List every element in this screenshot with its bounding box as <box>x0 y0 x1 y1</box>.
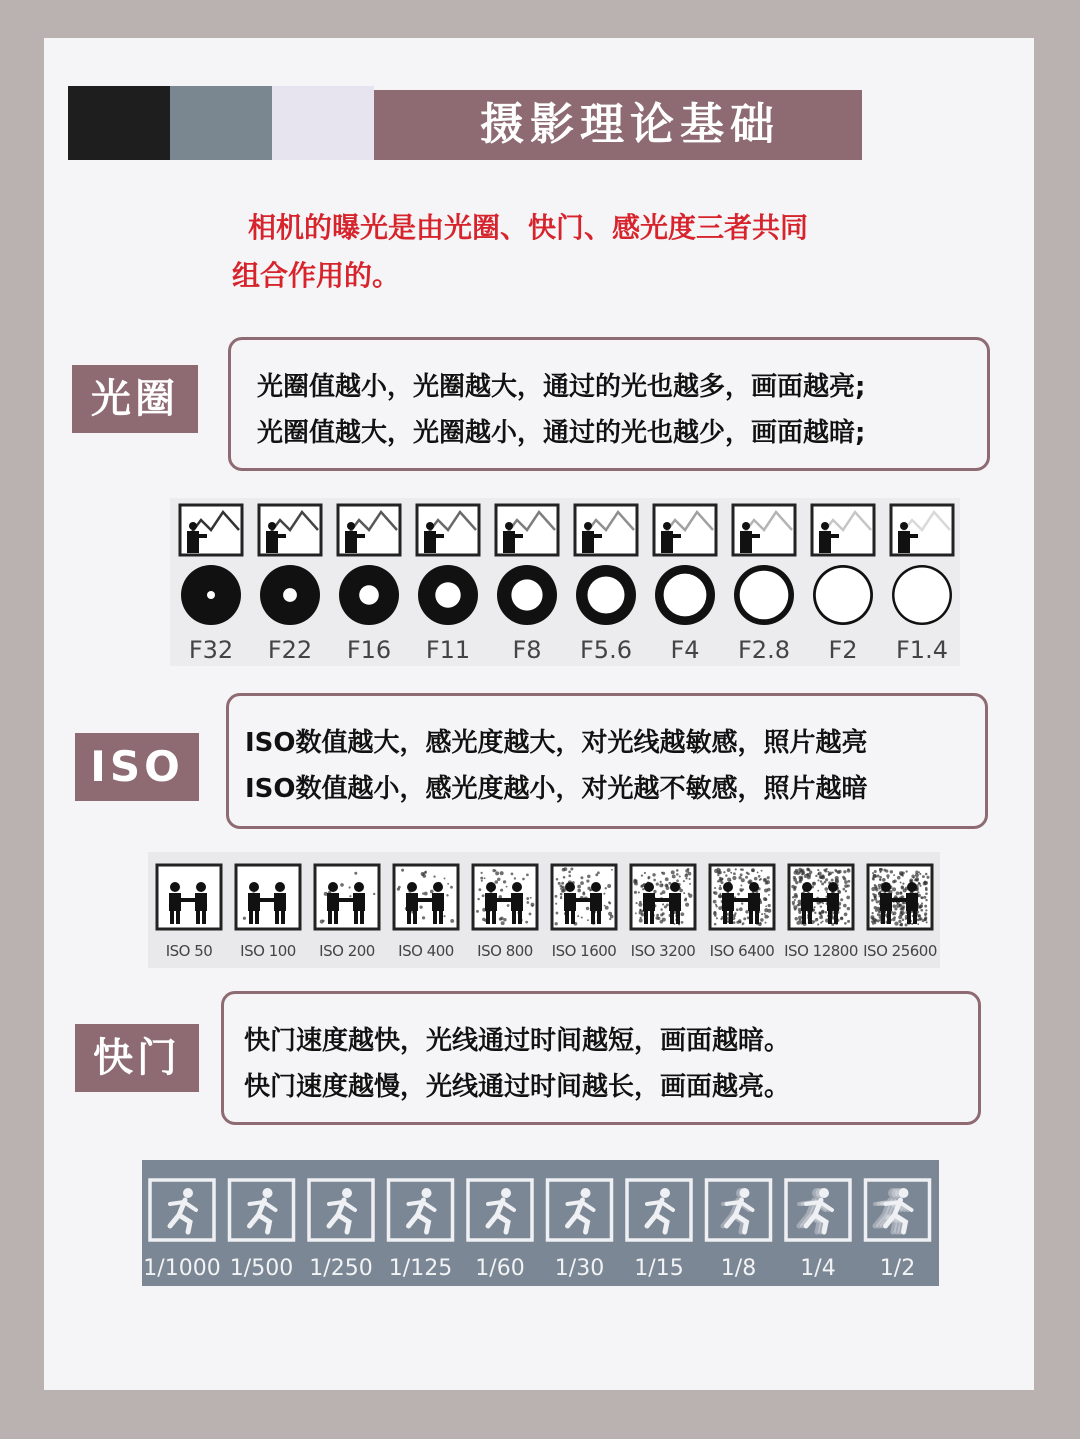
shutter-label: 1/2 <box>879 1256 916 1281</box>
iso-line-1: ISO数值越大，感光度越大，对光线越敏感，照片越亮 <box>245 728 868 758</box>
aperture-label: F2 <box>828 636 858 664</box>
aperture-stop-5 <box>575 505 637 664</box>
iso-label: ISO 25600 <box>863 942 937 960</box>
aperture-line-1: 光圈值越小，光圈越大，通过的光也越多，画面越亮; <box>257 372 866 402</box>
aperture-stop-0 <box>180 505 242 664</box>
iso-sample-6 <box>631 865 696 960</box>
iso-sample-9 <box>863 865 937 960</box>
shutter-strip <box>142 1160 939 1286</box>
iso-sample-7 <box>710 865 775 960</box>
iso-label: ISO 800 <box>477 942 533 960</box>
aperture-label: F5.6 <box>580 636 632 664</box>
aperture-stop-1 <box>259 505 321 664</box>
iso-description <box>226 693 988 829</box>
swatch-black <box>68 86 170 160</box>
iso-sample-8 <box>784 865 858 960</box>
iso-sample-5 <box>552 865 617 960</box>
aperture-label: F8 <box>512 636 542 664</box>
aperture-strip <box>170 498 960 666</box>
iso-line-2: ISO数值越小，感光度越小，对光越不敏感，照片越暗 <box>245 774 868 804</box>
aperture-label: F11 <box>425 636 471 664</box>
swatch-lavender <box>272 86 374 160</box>
shutter-label: 1/4 <box>800 1256 836 1281</box>
aperture-line-2: 光圈值越大，光圈越小，通过的光也越少，画面越暗; <box>257 418 866 448</box>
iso-sample-2 <box>315 865 379 960</box>
intro-text <box>232 204 892 300</box>
shutter-tag: 快门 <box>75 1024 199 1092</box>
aperture-label: F4 <box>670 636 700 664</box>
shutter-label: 1/250 <box>309 1256 373 1281</box>
iso-tag: ISO <box>75 733 199 801</box>
iso-sample-4 <box>473 865 537 960</box>
aperture-label: F16 <box>346 636 392 664</box>
iso-label: ISO 6400 <box>709 942 775 960</box>
aperture-description <box>228 337 990 471</box>
iso-sample-3 <box>394 865 458 960</box>
shutter-line-2: 快门速度越慢，光线通过时间越长，画面越亮。 <box>244 1072 791 1102</box>
iso-label: ISO 12800 <box>784 942 858 960</box>
shutter-description <box>221 991 981 1125</box>
intro-line-1: 相机的曝光是由光圈、快门、感光度三者共同 <box>248 211 809 244</box>
aperture-tag: 光圈 <box>72 365 198 433</box>
shutter-label: 1/125 <box>388 1256 453 1281</box>
aperture-label: F22 <box>267 636 313 664</box>
iso-label: ISO 100 <box>240 942 296 960</box>
aperture-label: F32 <box>188 636 234 664</box>
shutter-line-1: 快门速度越快，光线通过时间越短，画面越暗。 <box>244 1026 791 1056</box>
iso-label: ISO 400 <box>398 942 454 960</box>
shutter-label: 1/60 <box>475 1256 525 1281</box>
shutter-label: 1/15 <box>634 1256 684 1281</box>
aperture-stop-3 <box>417 505 479 664</box>
iso-strip <box>148 852 940 968</box>
iso-label: ISO 3200 <box>630 942 696 960</box>
swatch-gray <box>170 86 272 160</box>
aperture-label: F1.4 <box>896 636 948 664</box>
shutter-label: 1/30 <box>554 1256 605 1281</box>
iso-label: ISO 50 <box>165 942 213 960</box>
aperture-label: F2.8 <box>738 636 790 664</box>
shutter-label: 1/1000 <box>143 1256 221 1281</box>
aperture-stop-9 <box>891 505 953 664</box>
intro-line-2: 组合作用的。 <box>232 259 401 292</box>
aperture-stop-2 <box>338 505 400 664</box>
aperture-stop-7 <box>733 505 795 664</box>
page-title: 摄影理论基础 <box>374 90 862 160</box>
iso-sample-1 <box>236 865 300 960</box>
shutter-label: 1/500 <box>229 1256 294 1281</box>
shutter-label: 1/8 <box>720 1256 757 1281</box>
iso-sample-0 <box>157 865 221 960</box>
iso-label: ISO 1600 <box>551 942 617 960</box>
iso-label: ISO 200 <box>319 942 375 960</box>
